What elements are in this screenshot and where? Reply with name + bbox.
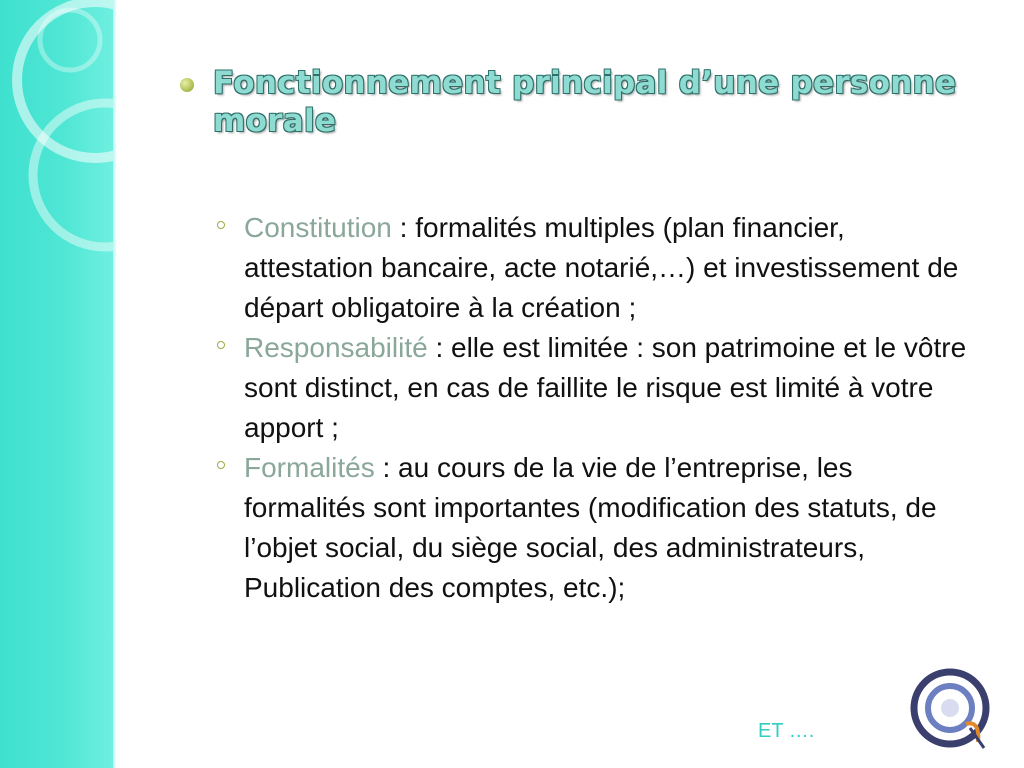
hollow-bullet-icon [217,461,225,469]
item-text: : au cours de la vie de l’entreprise, les formalités sont importantes (modification des statuts, de l’objet social, du siège social, des administrateurs, Publication des comptes, etc.); [244,452,937,603]
list-item [217,448,977,608]
item-text: : elle est limitée : son patrimoine et le vôtre sont distinct, en cas de faillite le risque est limité à votre apport ; [244,332,967,443]
hollow-bullet-icon [217,221,225,229]
slide-title-block [180,64,960,140]
list-item [217,208,977,328]
item-text: : formalités multiples (plan financier, attestation bancaire, acte notarié,…) et investissement de départ obligatoire à la création ; [244,212,959,323]
list-item [217,328,977,448]
footer-note: ET …. [758,720,815,742]
side-band-edge [113,0,117,768]
slide-title: Fonctionnement principal d’une personne morale [213,65,957,139]
oxygene-logo-icon [906,664,1002,760]
bullet-list [217,208,977,608]
decorative-rings [0,0,113,768]
item-term: Constitution [244,212,392,243]
decorative-side-band [0,0,113,768]
hollow-bullet-icon [217,341,225,349]
item-term: Formalités [244,452,375,483]
title-bullet-icon [180,78,194,92]
item-term: Responsabilité [244,332,428,363]
